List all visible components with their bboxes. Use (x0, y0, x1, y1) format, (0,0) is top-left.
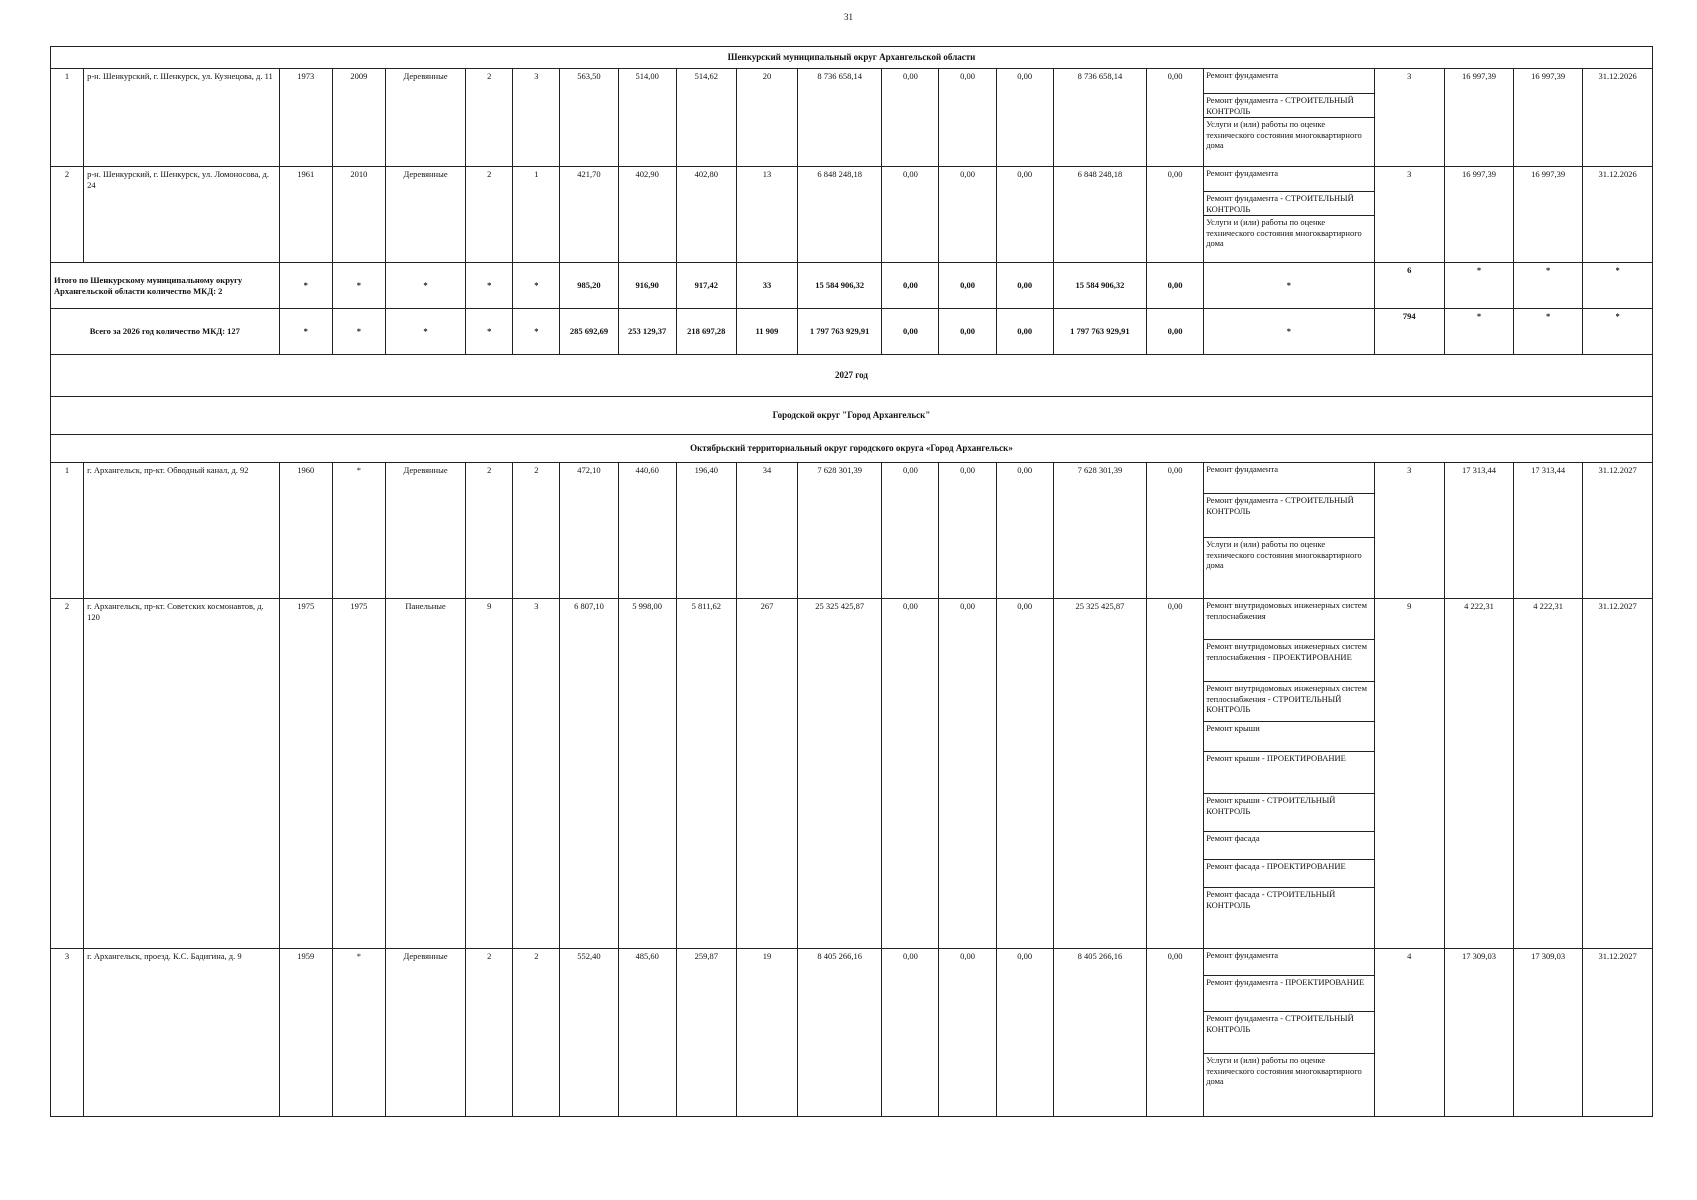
floors: 2 (466, 949, 513, 1117)
build-year: 1960 (279, 463, 332, 599)
page-number: 31 (844, 12, 853, 22)
unit-limit: 17 309,03 (1514, 949, 1583, 1117)
work-item: Ремонт фасада (1204, 831, 1373, 859)
unit-cost: 16 997,39 (1444, 167, 1513, 263)
floors: 2 (466, 69, 513, 167)
area-total: 552,40 (560, 949, 618, 1117)
table-row (51, 949, 1653, 1117)
area-total: 6 807,10 (560, 599, 618, 949)
area-total: 563,50 (560, 69, 618, 167)
work-item: Ремонт фундамента (1206, 464, 1279, 474)
star: * (513, 263, 560, 309)
repair-cost: 7 628 301,39 (798, 463, 882, 599)
work-item: Ремонт фасада - ПРОЕКТИРОВАНИЕ (1204, 859, 1373, 887)
subtotal-area-premises: 916,90 (618, 263, 676, 309)
subtotal-fund-local: 0,00 (996, 263, 1053, 309)
subtotal-fund-federal: 0,00 (882, 263, 939, 309)
works-count: 4 (1374, 949, 1444, 1117)
star: * (385, 263, 465, 309)
subtotal-works-count: 6 (1374, 263, 1444, 309)
wall-material: Деревянные (385, 463, 465, 599)
total-area-total: 285 692,69 (560, 309, 618, 355)
fund-federal: 0,00 (882, 599, 939, 949)
unit-cost: 17 313,44 (1444, 463, 1513, 599)
build-year: 1959 (279, 949, 332, 1117)
deadline: 31.12.2026 (1583, 167, 1653, 263)
total-fund-owners: 1 797 763 929,91 (1053, 309, 1146, 355)
entrances: 3 (513, 599, 560, 949)
row-number: 3 (51, 949, 84, 1117)
work-item: Ремонт фундамента - СТРОИТЕЛЬНЫЙ КОНТРОЛЬ (1204, 93, 1373, 117)
star: * (279, 309, 332, 355)
area-residential: 514,62 (676, 69, 736, 167)
work-item: Ремонт фундамента - СТРОИТЕЛЬНЫЙ КОНТРОЛЬ (1204, 493, 1373, 537)
star: * (466, 263, 513, 309)
section-year: 2027 год (51, 355, 1653, 397)
total-row (51, 309, 1653, 355)
fund-local: 0,00 (996, 599, 1053, 949)
area-residential: 259,87 (676, 949, 736, 1117)
unit-limit: 4 222,31 (1514, 599, 1583, 949)
area-premises: 485,60 (618, 949, 676, 1117)
section-shenkursk: Шенкурский муниципальный округ Архангельской области (51, 47, 1653, 69)
unit-cost: 16 997,39 (1444, 69, 1513, 167)
work-item: Ремонт внутридомовых инженерных систем теплоснабжения - СТРОИТЕЛЬНЫЙ КОНТРОЛЬ (1204, 681, 1373, 721)
build-year: 1973 (279, 69, 332, 167)
star: * (1204, 263, 1374, 309)
fund-owners: 8 405 266,16 (1053, 949, 1146, 1117)
area-residential: 402,80 (676, 167, 736, 263)
star: * (513, 309, 560, 355)
row-number: 2 (51, 167, 84, 263)
area-residential: 196,40 (676, 463, 736, 599)
total-fund-local: 0,00 (996, 309, 1053, 355)
fund-owners: 8 736 658,14 (1053, 69, 1146, 167)
fund-federal: 0,00 (882, 167, 939, 263)
repair-cost: 25 325 425,87 (798, 599, 882, 949)
work-item: Ремонт фундамента (1206, 70, 1279, 80)
residents: 20 (736, 69, 797, 167)
fund-local: 0,00 (996, 949, 1053, 1117)
work-item: Ремонт фундамента - СТРОИТЕЛЬНЫЙ КОНТРОЛЬ (1204, 1011, 1373, 1053)
section-oktyabrsky: Октябрьский территориальный округ городского округа «Город Архангельск» (51, 435, 1653, 463)
row-number: 1 (51, 463, 84, 599)
residents: 13 (736, 167, 797, 263)
star: * (1444, 263, 1513, 309)
total-fund-other: 0,00 (1147, 309, 1204, 355)
fund-local: 0,00 (996, 69, 1053, 167)
star: * (332, 309, 385, 355)
subtotal-fund-owners: 15 584 906,32 (1053, 263, 1146, 309)
address: г. Архангельск, пр-кт. Советских космонавтов, д. 120 (84, 599, 280, 949)
fund-federal: 0,00 (882, 949, 939, 1117)
fund-other: 0,00 (1147, 69, 1204, 167)
subtotal-area-residential: 917,42 (676, 263, 736, 309)
unit-limit: 17 313,44 (1514, 463, 1583, 599)
work-item: Ремонт крыши (1204, 721, 1373, 751)
area-premises: 5 998,00 (618, 599, 676, 949)
table-row (51, 167, 1653, 263)
subtotal-residents: 33 (736, 263, 797, 309)
deadline: 31.12.2027 (1583, 463, 1653, 599)
row-number: 2 (51, 599, 84, 949)
unit-cost: 17 309,03 (1444, 949, 1513, 1117)
subtotal-fund-regional: 0,00 (939, 263, 996, 309)
fund-other: 0,00 (1147, 463, 1204, 599)
fund-owners: 25 325 425,87 (1053, 599, 1146, 949)
works-list (1204, 949, 1374, 1117)
works-list (1204, 463, 1374, 599)
subtotal-row (51, 263, 1653, 309)
residents: 34 (736, 463, 797, 599)
fund-regional: 0,00 (939, 167, 996, 263)
floors: 9 (466, 599, 513, 949)
repair-cost: 6 848 248,18 (798, 167, 882, 263)
star: * (1444, 309, 1513, 355)
works-list (1204, 69, 1374, 167)
residents: 19 (736, 949, 797, 1117)
unit-limit: 16 997,39 (1514, 167, 1583, 263)
area-residential: 5 811,62 (676, 599, 736, 949)
last-repair-year: 2009 (332, 69, 385, 167)
table-row (51, 69, 1653, 167)
area-premises: 402,90 (618, 167, 676, 263)
total-residents: 11 909 (736, 309, 797, 355)
unit-limit: 16 997,39 (1514, 69, 1583, 167)
unit-cost: 4 222,31 (1444, 599, 1513, 949)
work-item: Ремонт крыши - ПРОЕКТИРОВАНИЕ (1204, 751, 1373, 793)
subtotal-label: Итого по Шенкурскому муниципальному округу Архангельской области количество МКД: 2 (51, 263, 280, 309)
star: * (1583, 263, 1653, 309)
entrances: 1 (513, 167, 560, 263)
address: г. Архангельск, пр-кт. Обводный канал, д. 92 (84, 463, 280, 599)
last-repair-year: 2010 (332, 167, 385, 263)
last-repair-year: 1975 (332, 599, 385, 949)
work-item: Услуги и (или) работы по оценке технического состояния многоквартирного дома (1204, 117, 1373, 152)
work-item: Ремонт фундамента (1206, 168, 1279, 178)
fund-local: 0,00 (996, 463, 1053, 599)
star: * (1514, 309, 1583, 355)
repair-cost: 8 736 658,14 (798, 69, 882, 167)
subtotal-fund-other: 0,00 (1147, 263, 1204, 309)
entrances: 3 (513, 69, 560, 167)
work-item: Ремонт фундамента - ПРОЕКТИРОВАНИЕ (1204, 975, 1373, 1011)
subtotal-cost: 15 584 906,32 (798, 263, 882, 309)
total-area-residential: 218 697,28 (676, 309, 736, 355)
repair-program-table (50, 46, 1653, 1117)
works-count: 3 (1374, 69, 1444, 167)
works-list (1204, 167, 1374, 263)
deadline: 31.12.2027 (1583, 949, 1653, 1117)
work-item: Услуги и (или) работы по оценке технического состояния многоквартирного дома (1204, 215, 1373, 250)
row-number: 1 (51, 69, 84, 167)
address: р-н. Шенкурский, г. Шенкурск, ул. Кузнецова, д. 11 (84, 69, 280, 167)
area-premises: 440,60 (618, 463, 676, 599)
fund-regional: 0,00 (939, 69, 996, 167)
fund-local: 0,00 (996, 167, 1053, 263)
work-item: Ремонт внутридомовых инженерных систем теплоснабжения (1206, 600, 1367, 621)
wall-material: Деревянные (385, 167, 465, 263)
residents: 267 (736, 599, 797, 949)
star: * (385, 309, 465, 355)
fund-federal: 0,00 (882, 69, 939, 167)
star: * (279, 263, 332, 309)
star: * (1583, 309, 1653, 355)
total-label: Всего за 2026 год количество МКД: 127 (51, 309, 280, 355)
works-count: 3 (1374, 167, 1444, 263)
subtotal-area-total: 985,20 (560, 263, 618, 309)
section-city: Городской округ "Город Архангельск" (51, 397, 1653, 435)
works-count: 9 (1374, 599, 1444, 949)
total-cost: 1 797 763 929,91 (798, 309, 882, 355)
work-item: Ремонт фасада - СТРОИТЕЛЬНЫЙ КОНТРОЛЬ (1204, 887, 1373, 911)
fund-other: 0,00 (1147, 599, 1204, 949)
wall-material: Панельные (385, 599, 465, 949)
deadline: 31.12.2026 (1583, 69, 1653, 167)
floors: 2 (466, 463, 513, 599)
star: * (466, 309, 513, 355)
repair-cost: 8 405 266,16 (798, 949, 882, 1117)
address: г. Архангельск, проезд. К.С. Бадигина, д. 9 (84, 949, 280, 1117)
address: р-н. Шенкурский, г. Шенкурск, ул. Ломоносова, д. 24 (84, 167, 280, 263)
fund-regional: 0,00 (939, 949, 996, 1117)
fund-regional: 0,00 (939, 463, 996, 599)
total-fund-federal: 0,00 (882, 309, 939, 355)
wall-material: Деревянные (385, 69, 465, 167)
last-repair-year: * (332, 949, 385, 1117)
star: * (1204, 309, 1374, 355)
area-premises: 514,00 (618, 69, 676, 167)
work-item: Ремонт фундамента (1206, 950, 1279, 960)
build-year: 1961 (279, 167, 332, 263)
total-fund-regional: 0,00 (939, 309, 996, 355)
total-works-count: 794 (1374, 309, 1444, 355)
work-item: Услуги и (или) работы по оценке технического состояния многоквартирного дома (1204, 537, 1373, 572)
wall-material: Деревянные (385, 949, 465, 1117)
table-row (51, 463, 1653, 599)
fund-other: 0,00 (1147, 167, 1204, 263)
work-item: Услуги и (или) работы по оценке технического состояния многоквартирного дома (1204, 1053, 1373, 1088)
fund-owners: 6 848 248,18 (1053, 167, 1146, 263)
works-list (1204, 599, 1374, 949)
floors: 2 (466, 167, 513, 263)
fund-federal: 0,00 (882, 463, 939, 599)
fund-other: 0,00 (1147, 949, 1204, 1117)
area-total: 421,70 (560, 167, 618, 263)
fund-regional: 0,00 (939, 599, 996, 949)
area-total: 472,10 (560, 463, 618, 599)
entrances: 2 (513, 949, 560, 1117)
work-item: Ремонт фундамента - СТРОИТЕЛЬНЫЙ КОНТРОЛЬ (1204, 191, 1373, 215)
star: * (1514, 263, 1583, 309)
work-item: Ремонт крыши - СТРОИТЕЛЬНЫЙ КОНТРОЛЬ (1204, 793, 1373, 831)
fund-owners: 7 628 301,39 (1053, 463, 1146, 599)
table-row (51, 599, 1653, 949)
work-item: Ремонт внутридомовых инженерных систем теплоснабжения - ПРОЕКТИРОВАНИЕ (1204, 639, 1373, 681)
total-area-premises: 253 129,37 (618, 309, 676, 355)
build-year: 1975 (279, 599, 332, 949)
works-count: 3 (1374, 463, 1444, 599)
entrances: 2 (513, 463, 560, 599)
star: * (332, 263, 385, 309)
last-repair-year: * (332, 463, 385, 599)
deadline: 31.12.2027 (1583, 599, 1653, 949)
